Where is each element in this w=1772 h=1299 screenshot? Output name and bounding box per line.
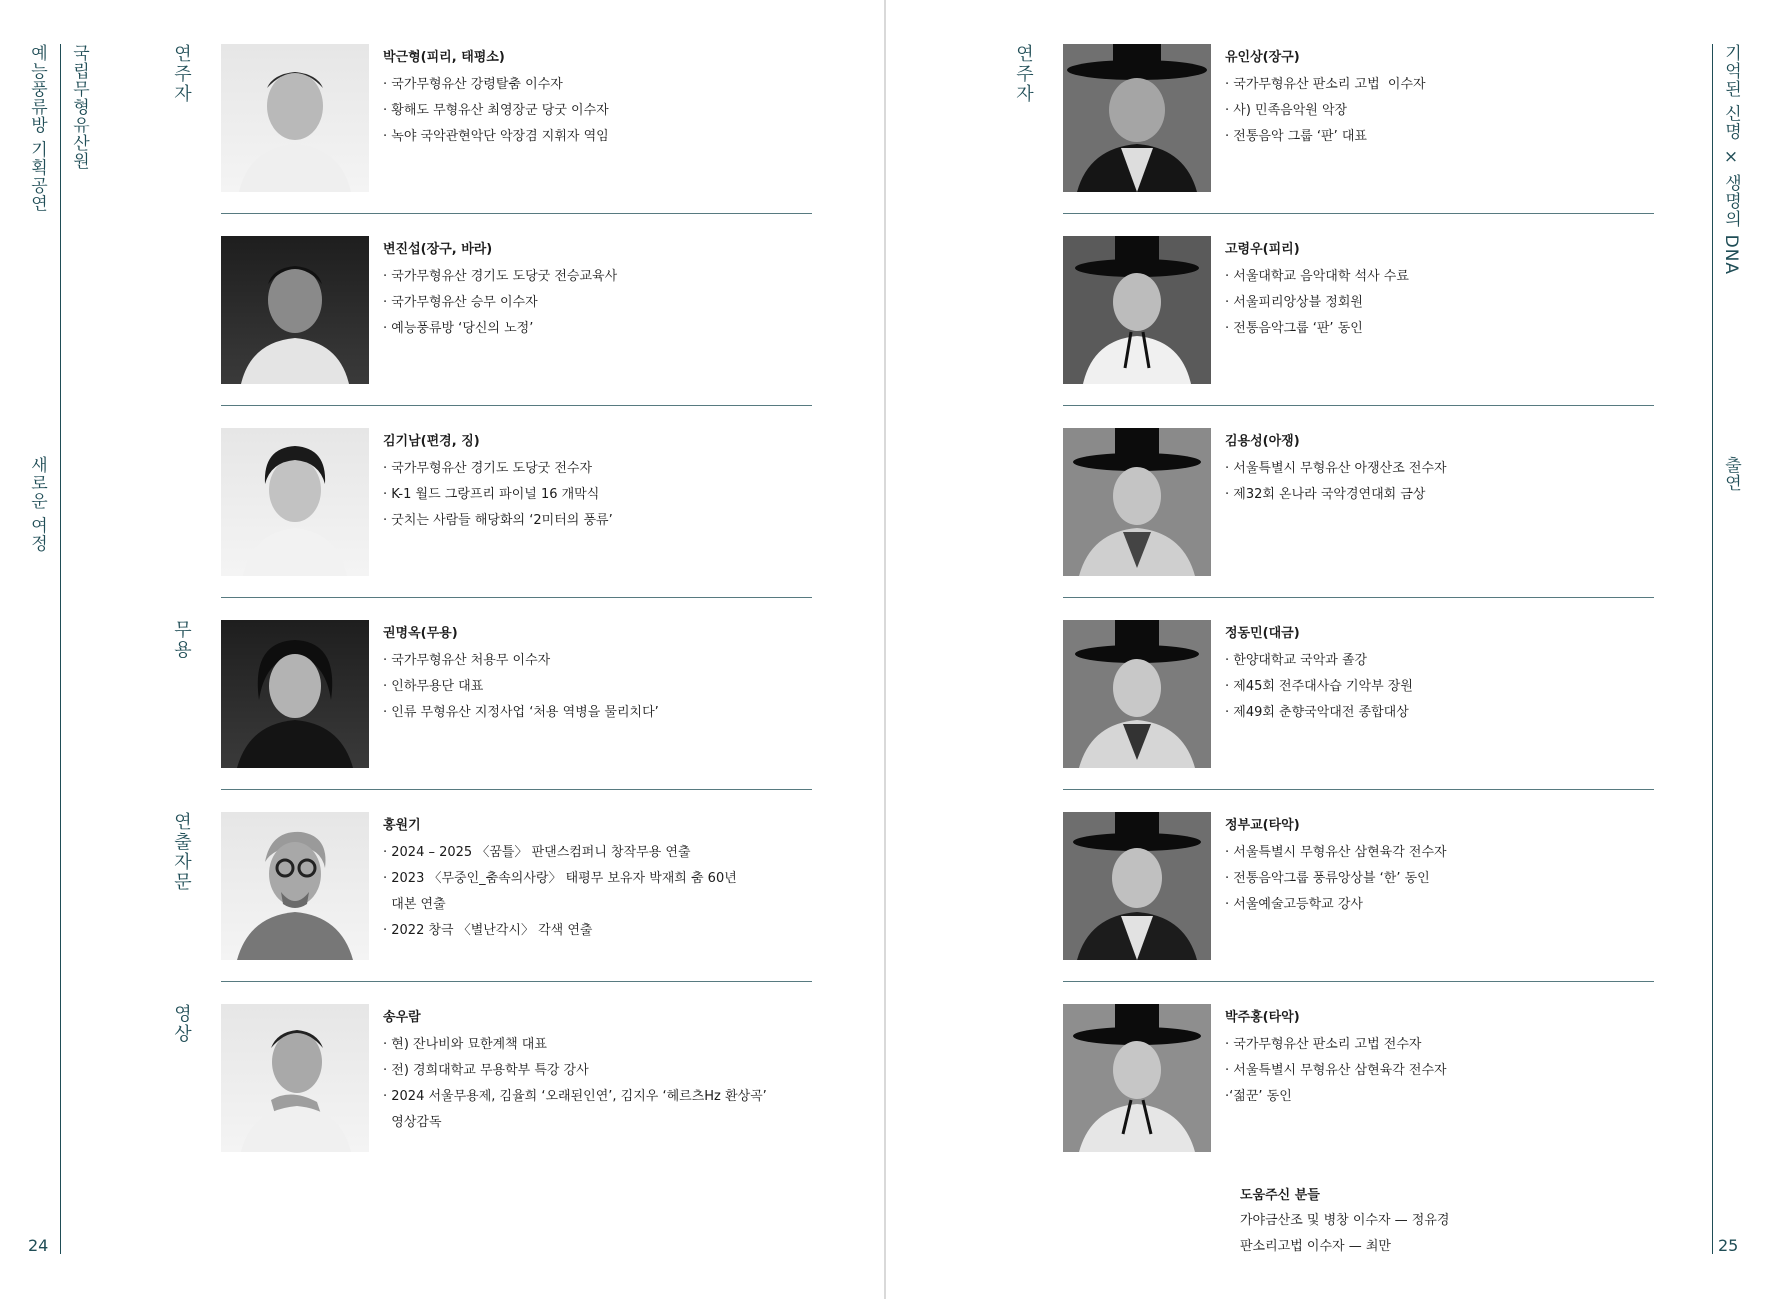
- profile-entry: [1063, 428, 1663, 576]
- career-line: · 국가무형유산 경기도 도당굿 전승교육사: [383, 269, 618, 284]
- performer-name: 권명옥(무용): [383, 626, 458, 641]
- career-line: · 한양대학교 국악과 졸강: [1225, 653, 1368, 668]
- profile-entry: [1063, 620, 1663, 768]
- career-line: · 황해도 무형유산 최영장군 당굿 이수자: [383, 103, 609, 118]
- career-line: · 제32회 온나라 국악경연대회 금상: [1225, 487, 1426, 502]
- career-line: · 현) 잔나비와 묘한계책 대표: [383, 1037, 547, 1052]
- career-line: · 사) 민족음악원 악장: [1225, 103, 1348, 118]
- career-line: · 국가무형유산 판소리 고법 이수자: [1225, 77, 1426, 92]
- career-line: · 서울피리앙상블 정회원: [1225, 295, 1363, 310]
- vertical-program-title: 예능풍류방 기획공연: [27, 44, 47, 213]
- career-line: · 서울예술고등학교 강사: [1225, 897, 1363, 912]
- career-line: · 전통음악그룹 ‘판’ 동인: [1225, 321, 1363, 336]
- performer-name: 박근형(피리, 태평소): [383, 50, 505, 65]
- acknowledgement-line: 판소리고법 이수자 — 최만: [1240, 1239, 1391, 1254]
- career-line: · 서울대학교 음악대학 석사 수료: [1225, 269, 1409, 284]
- section-label-performers: 연주자: [171, 44, 192, 104]
- right-margin-rule: [1712, 44, 1713, 1254]
- profile-photo: [1063, 620, 1211, 768]
- entry-divider: [1063, 405, 1654, 406]
- entry-divider: [1063, 981, 1654, 982]
- performer-name: 홍원기: [383, 818, 421, 833]
- career-line: · K-1 월드 그랑프리 파이널 16 개막식: [383, 487, 600, 502]
- profile-entry: [1063, 1004, 1663, 1152]
- left-margin-rule: [60, 44, 61, 1254]
- performer-name: 정부교(타악): [1225, 818, 1300, 833]
- vertical-organization: 국립무형유산원: [69, 44, 89, 170]
- career-line: · 국가무형유산 판소리 고법 전수자: [1225, 1037, 1422, 1052]
- page-number: 25: [1718, 1236, 1739, 1255]
- career-line: · 서울특별시 무형유산 삼현육각 전수자: [1225, 1063, 1447, 1078]
- career-line: · 제49회 춘향국악대전 종합대상: [1225, 705, 1409, 720]
- profile-photo: [221, 428, 369, 576]
- performer-name: 고령우(피리): [1225, 242, 1300, 257]
- acknowledgements: [1240, 1184, 1449, 1260]
- acknowledgement-line: 가야금산조 및 병창 이수자 — 정유경: [1240, 1213, 1450, 1228]
- profile-photo: [221, 236, 369, 384]
- career-line: · 제45회 전주대사습 기악부 장원: [1225, 679, 1413, 694]
- page-number: 24: [28, 1236, 49, 1255]
- profile-entry: [221, 1004, 821, 1152]
- career-line: · 인류 무형유산 지정사업 ‘처용 역병을 물리치다’: [383, 705, 659, 720]
- career-line: · 2022 창극 〈별난각시〉 각색 연출: [383, 923, 593, 938]
- profile-photo: [221, 1004, 369, 1152]
- career-line: · 예능풍류방 ‘당신의 노정’: [383, 321, 534, 336]
- entry-divider: [1063, 789, 1654, 790]
- career-line: · 서울특별시 무형유산 아쟁산조 전수자: [1225, 461, 1447, 476]
- section-label-direction: 연출자문: [171, 812, 192, 892]
- section-label-performers: 연주자: [1013, 44, 1034, 104]
- profile-entry: [221, 44, 821, 192]
- entry-divider: [221, 789, 812, 790]
- performer-name: 김기남(편경, 징): [383, 434, 480, 449]
- entry-divider: [1063, 597, 1654, 598]
- vertical-subtitle: 출연: [1721, 456, 1741, 492]
- career-line: · 전통음악 그룹 ‘판’ 대표: [1225, 129, 1367, 144]
- performer-name: 박주홍(타악): [1225, 1010, 1300, 1025]
- profile-photo: [1063, 812, 1211, 960]
- career-line: ·‘젊꾼’ 동인: [1225, 1089, 1292, 1104]
- entry-divider: [1063, 213, 1654, 214]
- vertical-program-title: 기억된 신명 × 생명의 DNA: [1721, 44, 1741, 276]
- career-line: · 2024 – 2025 〈꿈틀〉 판댄스컴퍼니 창작무용 연출: [383, 845, 691, 860]
- performer-name: 김용성(아쟁): [1225, 434, 1300, 449]
- profile-photo: [221, 620, 369, 768]
- profile-photo: [1063, 428, 1211, 576]
- performer-name: 변진섭(장구, 바라): [383, 242, 493, 257]
- performer-name: 정동민(대금): [1225, 626, 1300, 641]
- career-line: 영상감독: [383, 1115, 442, 1130]
- vertical-subtitle: 새로운 여정: [27, 456, 47, 553]
- entry-divider: [221, 597, 812, 598]
- left-page: [0, 0, 884, 1299]
- career-line: 대본 연출: [383, 897, 446, 912]
- performer-name: 송우람: [383, 1010, 421, 1025]
- profile-entry: [1063, 44, 1663, 192]
- profile-photo: [1063, 236, 1211, 384]
- entry-divider: [221, 213, 812, 214]
- career-line: · 2024 서울무용제, 김율희 ‘오래된인연’, 김지우 ‘헤르츠Hz 환상곡’: [383, 1089, 767, 1104]
- career-line: · 인하무용단 대표: [383, 679, 484, 694]
- profile-entry: [221, 236, 821, 384]
- profile-entry: [221, 428, 821, 576]
- career-line: · 굿치는 사람들 해당화의 ‘2미터의 풍류’: [383, 513, 613, 528]
- career-line: · 국가무형유산 승무 이수자: [383, 295, 538, 310]
- entry-divider: [221, 405, 812, 406]
- entry-divider: [221, 981, 812, 982]
- career-line: · 국가무형유산 경기도 도당굿 전수자: [383, 461, 593, 476]
- profile-photo: [1063, 1004, 1211, 1152]
- profile-entry: [1063, 236, 1663, 384]
- profile-entry: [1063, 812, 1663, 960]
- profile-photo: [221, 812, 369, 960]
- performer-name: 유인상(장구): [1225, 50, 1300, 65]
- acknowledgements-title: 도움주신 분들: [1240, 1188, 1320, 1203]
- career-line: · 국가무형유산 강령탈춤 이수자: [383, 77, 563, 92]
- profile-photo: [1063, 44, 1211, 192]
- profile-entry: [221, 812, 821, 960]
- section-label-dance: 무용: [171, 620, 192, 660]
- section-label-video: 영상: [171, 1004, 192, 1044]
- profile-photo: [221, 44, 369, 192]
- career-line: · 서울특별시 무형유산 삼현육각 전수자: [1225, 845, 1447, 860]
- career-line: · 국가무형유산 처용무 이수자: [383, 653, 551, 668]
- career-line: · 녹야 국악관현악단 악장겸 지휘자 역임: [383, 129, 609, 144]
- career-line: · 전) 경희대학교 무용학부 특강 강사: [383, 1063, 589, 1078]
- career-line: · 2023 〈무중인_춤속의사랑〉 태평무 보유자 박재희 춤 60년: [383, 871, 737, 886]
- profile-entry: [221, 620, 821, 768]
- career-line: · 전통음악그룹 풍류앙상블 ‘한’ 동인: [1225, 871, 1430, 886]
